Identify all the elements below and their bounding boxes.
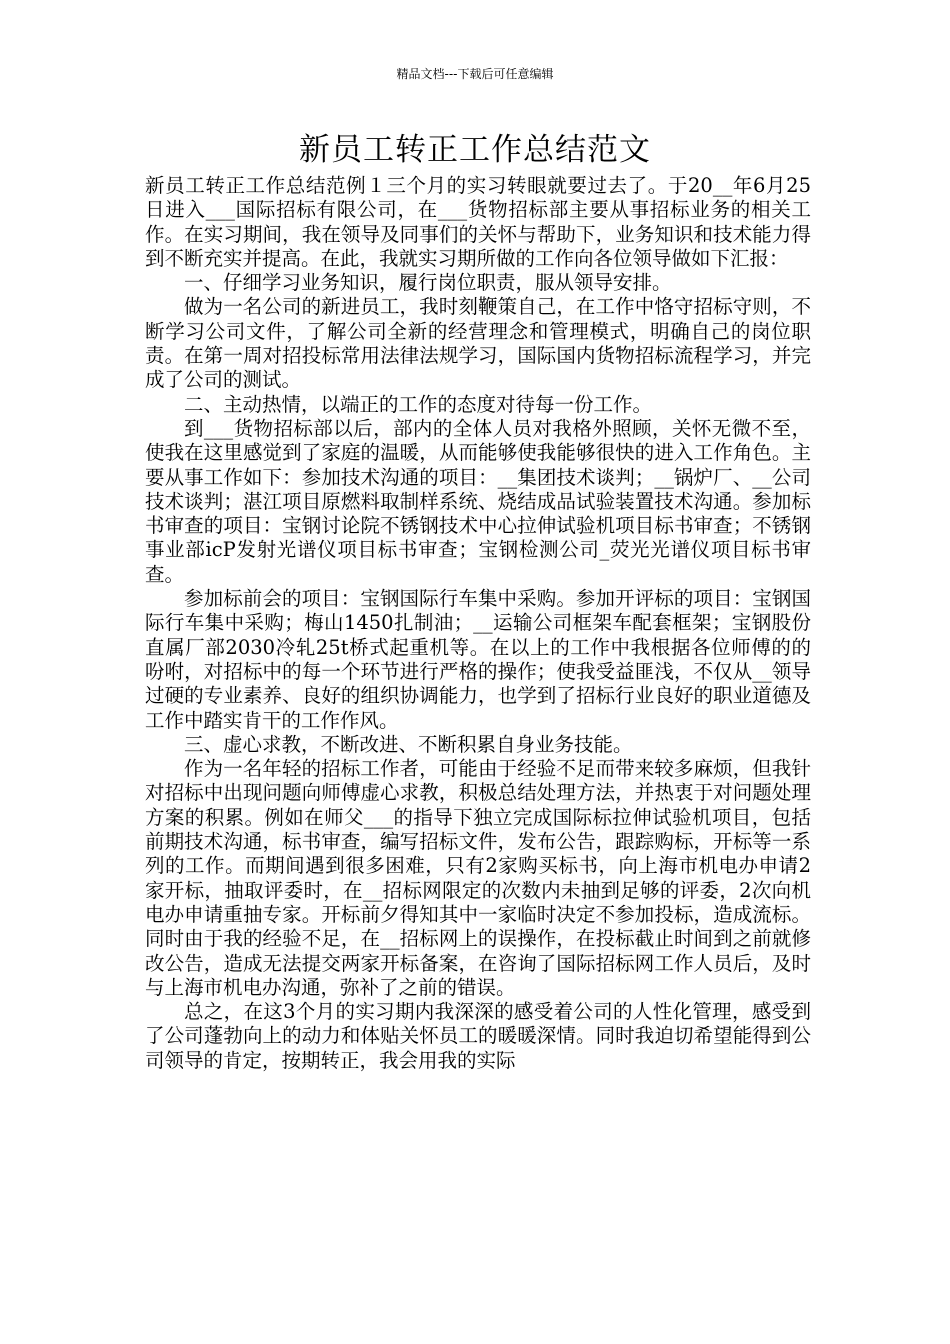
section-heading-3: 三、虚心求教，不断改进、不断积累自身业务技能。 (184, 732, 633, 756)
paragraph-conclusion: 总之，在这3个月的实习期内我深深的感受着公司的人性化管理，感受到了公司蓬勃向上的动力和体贴关怀员工的暖暖深情。同时我迫切希望能得到公司领导的肯定，按期转正，我会用我的实际 (145, 1000, 811, 1072)
paragraph: 参加标前会的项目：宝钢国际行车集中采购。参加开评标的项目：宝钢国际行车集中采购；梅山1450扎制油；__运输公司框架车配套框架；宝钢股份直属厂部2030冷轧25t桥式起重机等。在以上的工作中我根据各位师傅的的吩咐，对招标中的每一个环节进行严格的操作；使我受益匪浅，不仅从__领导过硬的专业素养、良好的组织协调能力，也学到了招标行业良好的职业道德及工作中踏实肯干的工作作风。 (145, 587, 811, 732)
paragraph: 作为一名年轻的招标工作者，可能由于经验不足而带来较多麻烦，但我针对招标中出现问题向师傅虚心求教，积极总结处理方法，并热衷于对问题处理方案的积累。例如在师父___的指导下独立完成国际标拉伸试验机项目，包括前期技术沟通，标书审查，编写招标文件，发布公告，跟踪购标，开标等一系列的工作。而期间遇到很多困难，只有2家购买标书，向上海市机电办申请2家开标，抽取评委时，在__招标网限定的次数内未抽到足够的评委，2次向机电办申请重抽专家。开标前夕得知其中一家临时决定不参加投标，造成流标。同时由于我的经验不足，在__招标网上的误操作，在投标截止时间到之前就修改公告，造成无法提交两家开标备案，在咨询了国际招标网工作人员后，及时与上海市机电办沟通，弥补了之前的错误。 (145, 757, 811, 999)
paragraph: 到___货物招标部以后，部内的全体人员对我格外照顾，关怀无微不至，使我在这里感觉到了家庭的温暖，从而能够使我能够很快的进入工作角色。主要从事工作如下：参加技术沟通的项目：__集团技术谈判；__锅炉厂、__公司技术谈判；湛江项目原燃料取制样系统、烧结成品试验装置技术沟通。参加标书审查的项目：宝钢讨论院不锈钢技术中心拉伸试验机项目标书审查；不锈钢事业部icP发射光谱仪项目标书审查；宝钢检测公司_荧光光谱仪项目标书审查。 (145, 416, 811, 586)
document-body (145, 174, 811, 1073)
header-note: 精品文档---下载后可任意编辑 (396, 67, 554, 81)
section-heading-1: 一、仔细学习业务知识，履行岗位职责，服从领导安排。 (184, 271, 672, 295)
section-heading-2: 二、主动热情，以端正的工作的态度对待每一份工作。 (184, 392, 653, 416)
document-title: 新员工转正工作总结范文 (299, 132, 651, 168)
paragraph-intro: 新员工转正工作总结范例１三个月的实习转眼就要过去了。于20__年6月25日进入___国际招标有限公司，在___货物招标部主要从事招标业务的相关工作。在实习期间，我在领导及同事们的关怀与帮助下，业务知识和技术能力得到不断充实并提高。在此，我就实习期所做的工作向各位领导做如下汇报： (145, 174, 811, 270)
paragraph: 做为一名公司的新进员工，我时刻鞭策自己，在工作中恪守招标守则，不断学习公司文件，了解公司全新的经营理念和管理模式，明确自己的岗位职责。在第一周对招投标常用法律法规学习，国际国内货物招标流程学习，并完成了公司的测试。 (145, 295, 811, 392)
